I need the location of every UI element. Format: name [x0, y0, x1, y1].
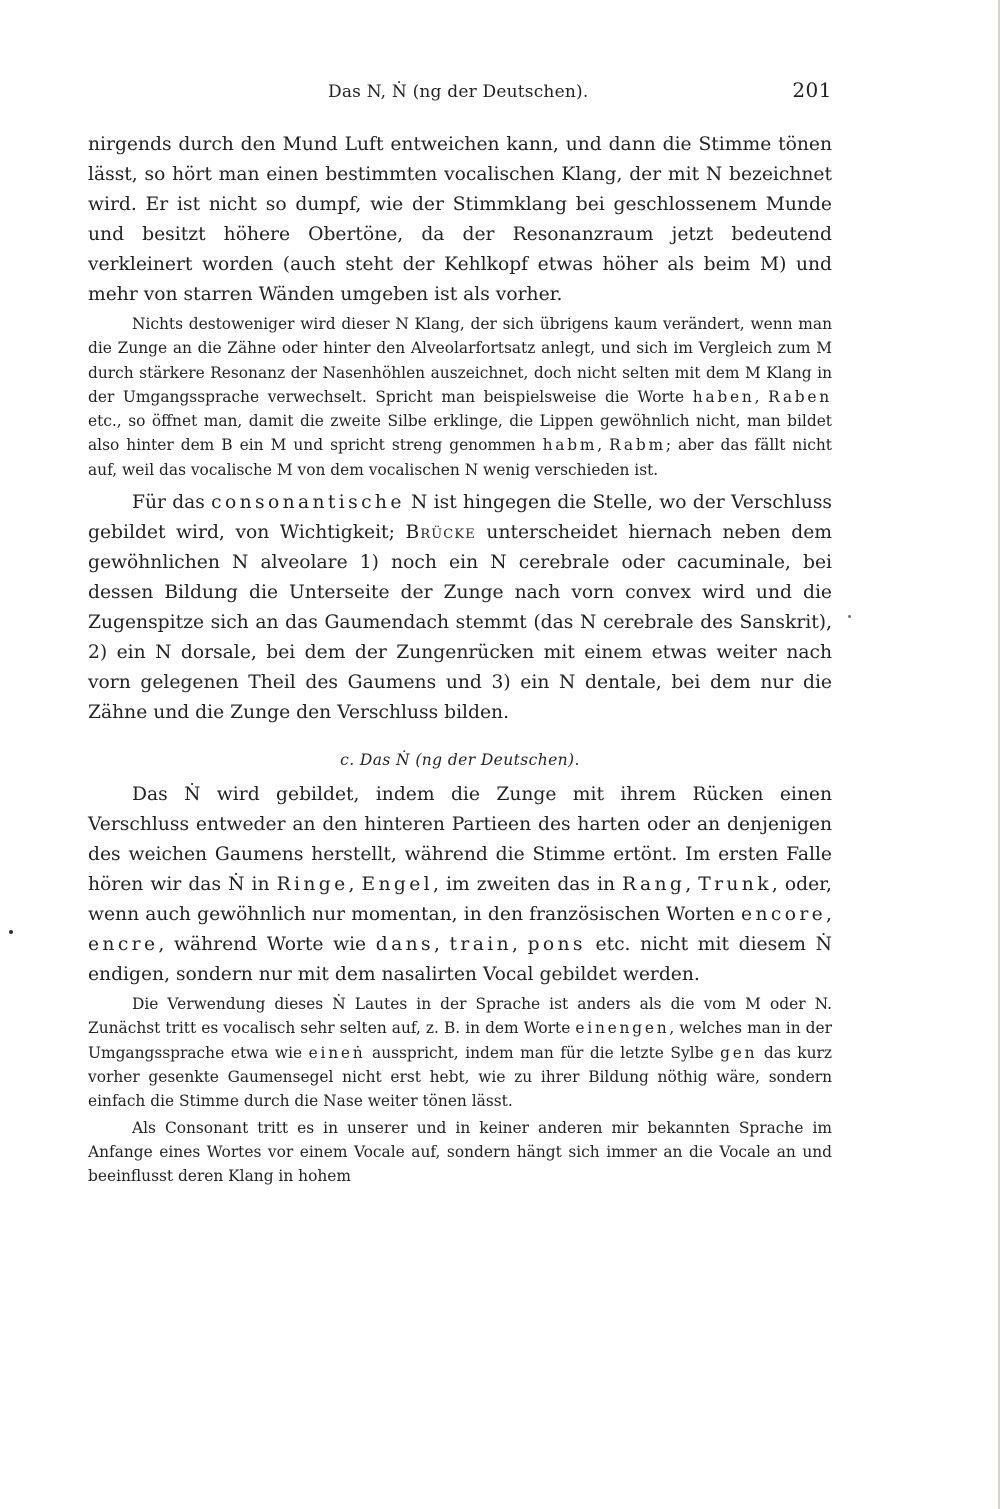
p2-text-1: Nichts destoweniger wird dieser N Klang, der sich übrigens kaum verändert, wenn man die Zunge an die Zähne oder hinter den Alveolarfortsatz anlegt, und sich im Vergleich zum M durch stärkere Resonanz der Nasenhöhlen auszeichnet, doch nicht selten mit dem M Klang in der Umgangssprache verwechselt. Spricht man beispielsweise die Worte	[88, 315, 832, 406]
example-word-encore: encore	[741, 904, 827, 926]
p4-text-1: Das Ṅ wird gebildet, indem die Zunge mit ihrem Rücken einen Verschluss entweder an den hinteren Partieen des harten oder an denjenigen des weichen Gaumens herstellt, während die Stimme ertönt. Im ersten Falle hören wir das Ṅ in	[88, 784, 832, 896]
p5-text-2: , welches man in der Umgangssprache etwa wie	[88, 1019, 832, 1062]
example-word-rang: Rang	[622, 874, 686, 896]
example-word-train: train	[449, 934, 512, 956]
p2-text-5: ; aber das fällt nicht auf, weil das vocalische M von dem vocalischen N wenig verschieden ist.	[88, 436, 832, 479]
p4-text-6: ,	[826, 904, 832, 926]
example-word-engel: Engel	[361, 874, 434, 896]
p2-text-2: ,	[754, 387, 769, 406]
running-title: Das N, Ṅ (ng der Deutschen).	[328, 82, 589, 102]
paragraph-2-small-print	[88, 312, 832, 482]
paragraph-3	[88, 488, 832, 728]
example-word-einen: eineṅ	[308, 1043, 366, 1062]
paragraph-5-small-print	[88, 992, 832, 1113]
p4-text-4: ,	[685, 874, 699, 896]
p3-text-2: N ist hingegen die Stelle, wo der Verschluss gebildet wird, von Wichtigkeit;	[88, 492, 833, 544]
example-word-raben: Raben	[768, 387, 832, 406]
p5-text-4: das kurz vorher gesenkte Gaumensegel nicht erst hebt, wie zu ihrer Bildung nöthig wäre, sondern einfach die Stimme durch die Nase weiter tönen lässt.	[88, 1043, 833, 1111]
section-subheading: c. Das Ṅ (ng der Deutschen).	[340, 751, 580, 770]
p4-text-8: ,	[433, 934, 450, 956]
p5-text-1: Die Verwendung dieses Ṅ Lautes in der Sprache ist anders als die vom M oder N. Zunächst tritt es vocalisch sehr selten auf, z. B. in dem Worte	[88, 995, 832, 1038]
p4-text-9: ,	[511, 934, 528, 956]
p5-text-3: ausspricht, indem man für die letzte Sylbe	[365, 1043, 721, 1062]
margin-speck	[9, 930, 13, 934]
example-word-einengen: einengen	[575, 1019, 670, 1038]
paragraph-1: nirgends durch den Mund Luft entweichen kann, und dann die Stimme tönen lässt, so hört man einen bestimmten vocalischen Klang, der mit N bezeichnet wird. Er ist nicht so dumpf, wie der Stimmklang bei geschlossenem Munde und besitzt höhere Obertöne, da der Resonanzraum jetzt bedeutend verkleinert worden (auch steht der Kehlkopf etwas höher als beim M) und mehr von starren Wänden umgeben ist als vorher.	[88, 134, 832, 305]
example-word-encre: encre	[88, 934, 159, 956]
example-word-trunk: Trunk	[698, 874, 772, 896]
p4-text-2: ,	[348, 874, 362, 896]
p4-text-3: , im zweiten das in	[433, 874, 623, 896]
example-word-ringe: Ringe	[276, 874, 349, 896]
p4-text-7: , während Worte wie	[158, 934, 376, 956]
p2-text-4: ,	[597, 436, 610, 455]
emphasis-consonantische: consonantische	[211, 492, 405, 514]
example-word-haben: haben	[692, 387, 755, 406]
p4-text-10: etc. nicht mit diesem Ṅ endigen, sondern nur mit dem nasalirten Vocal gebildet werden.	[88, 934, 832, 986]
page-body	[88, 130, 832, 1188]
margin-speck-right	[848, 615, 851, 618]
p3-text-1: Für das	[132, 492, 212, 514]
example-word-pons: pons	[527, 934, 586, 956]
paragraph-6-small-print: Als Consonant tritt es in unserer und in keiner anderen mir bekannten Sprache im Anfange eines Wortes vor einem Vocale auf, sondern hängt sich immer an die Vocale an und beeinflusst deren Klang in hohem	[88, 1118, 832, 1186]
page-number: 201	[792, 78, 832, 102]
example-word-dans: dans	[375, 934, 434, 956]
example-word-habm: habm	[542, 436, 598, 455]
example-word-rabm: Rabm	[609, 436, 666, 455]
p2-text-3: etc., so öffnet man, damit die zweite Silbe erklinge, die Lippen gewöhnlich nicht, man bildet also hinter dem B ein M und spricht streng genommen	[88, 412, 832, 455]
paragraph-4	[88, 780, 832, 990]
page-header	[88, 78, 832, 112]
example-word-gen: gen	[720, 1043, 758, 1062]
p4-text-5: , oder, wenn auch gewöhnlich nur momentan, in den französischen Worten	[88, 874, 832, 926]
p3-text-3: unterscheidet hiernach neben dem gewöhnlichen N alveolare 1) noch ein N cerebrale oder cacuminale, bei dessen Bildung die Unterseite der Zunge nach vorn convex wird und die Zugenspitze sich an das Gaumendach stemmt (das N cerebrale des Sanskrit), 2) ein N dorsale, bei dem der Zungenrücken mit einem etwas weiter nach vorn gelegenen Theil des Gaumens und 3) ein N dentale, bei dem nur die Zähne und die Zunge den Verschluss bilden.	[88, 522, 833, 724]
author-name-bruecke: Brücke	[405, 522, 476, 544]
